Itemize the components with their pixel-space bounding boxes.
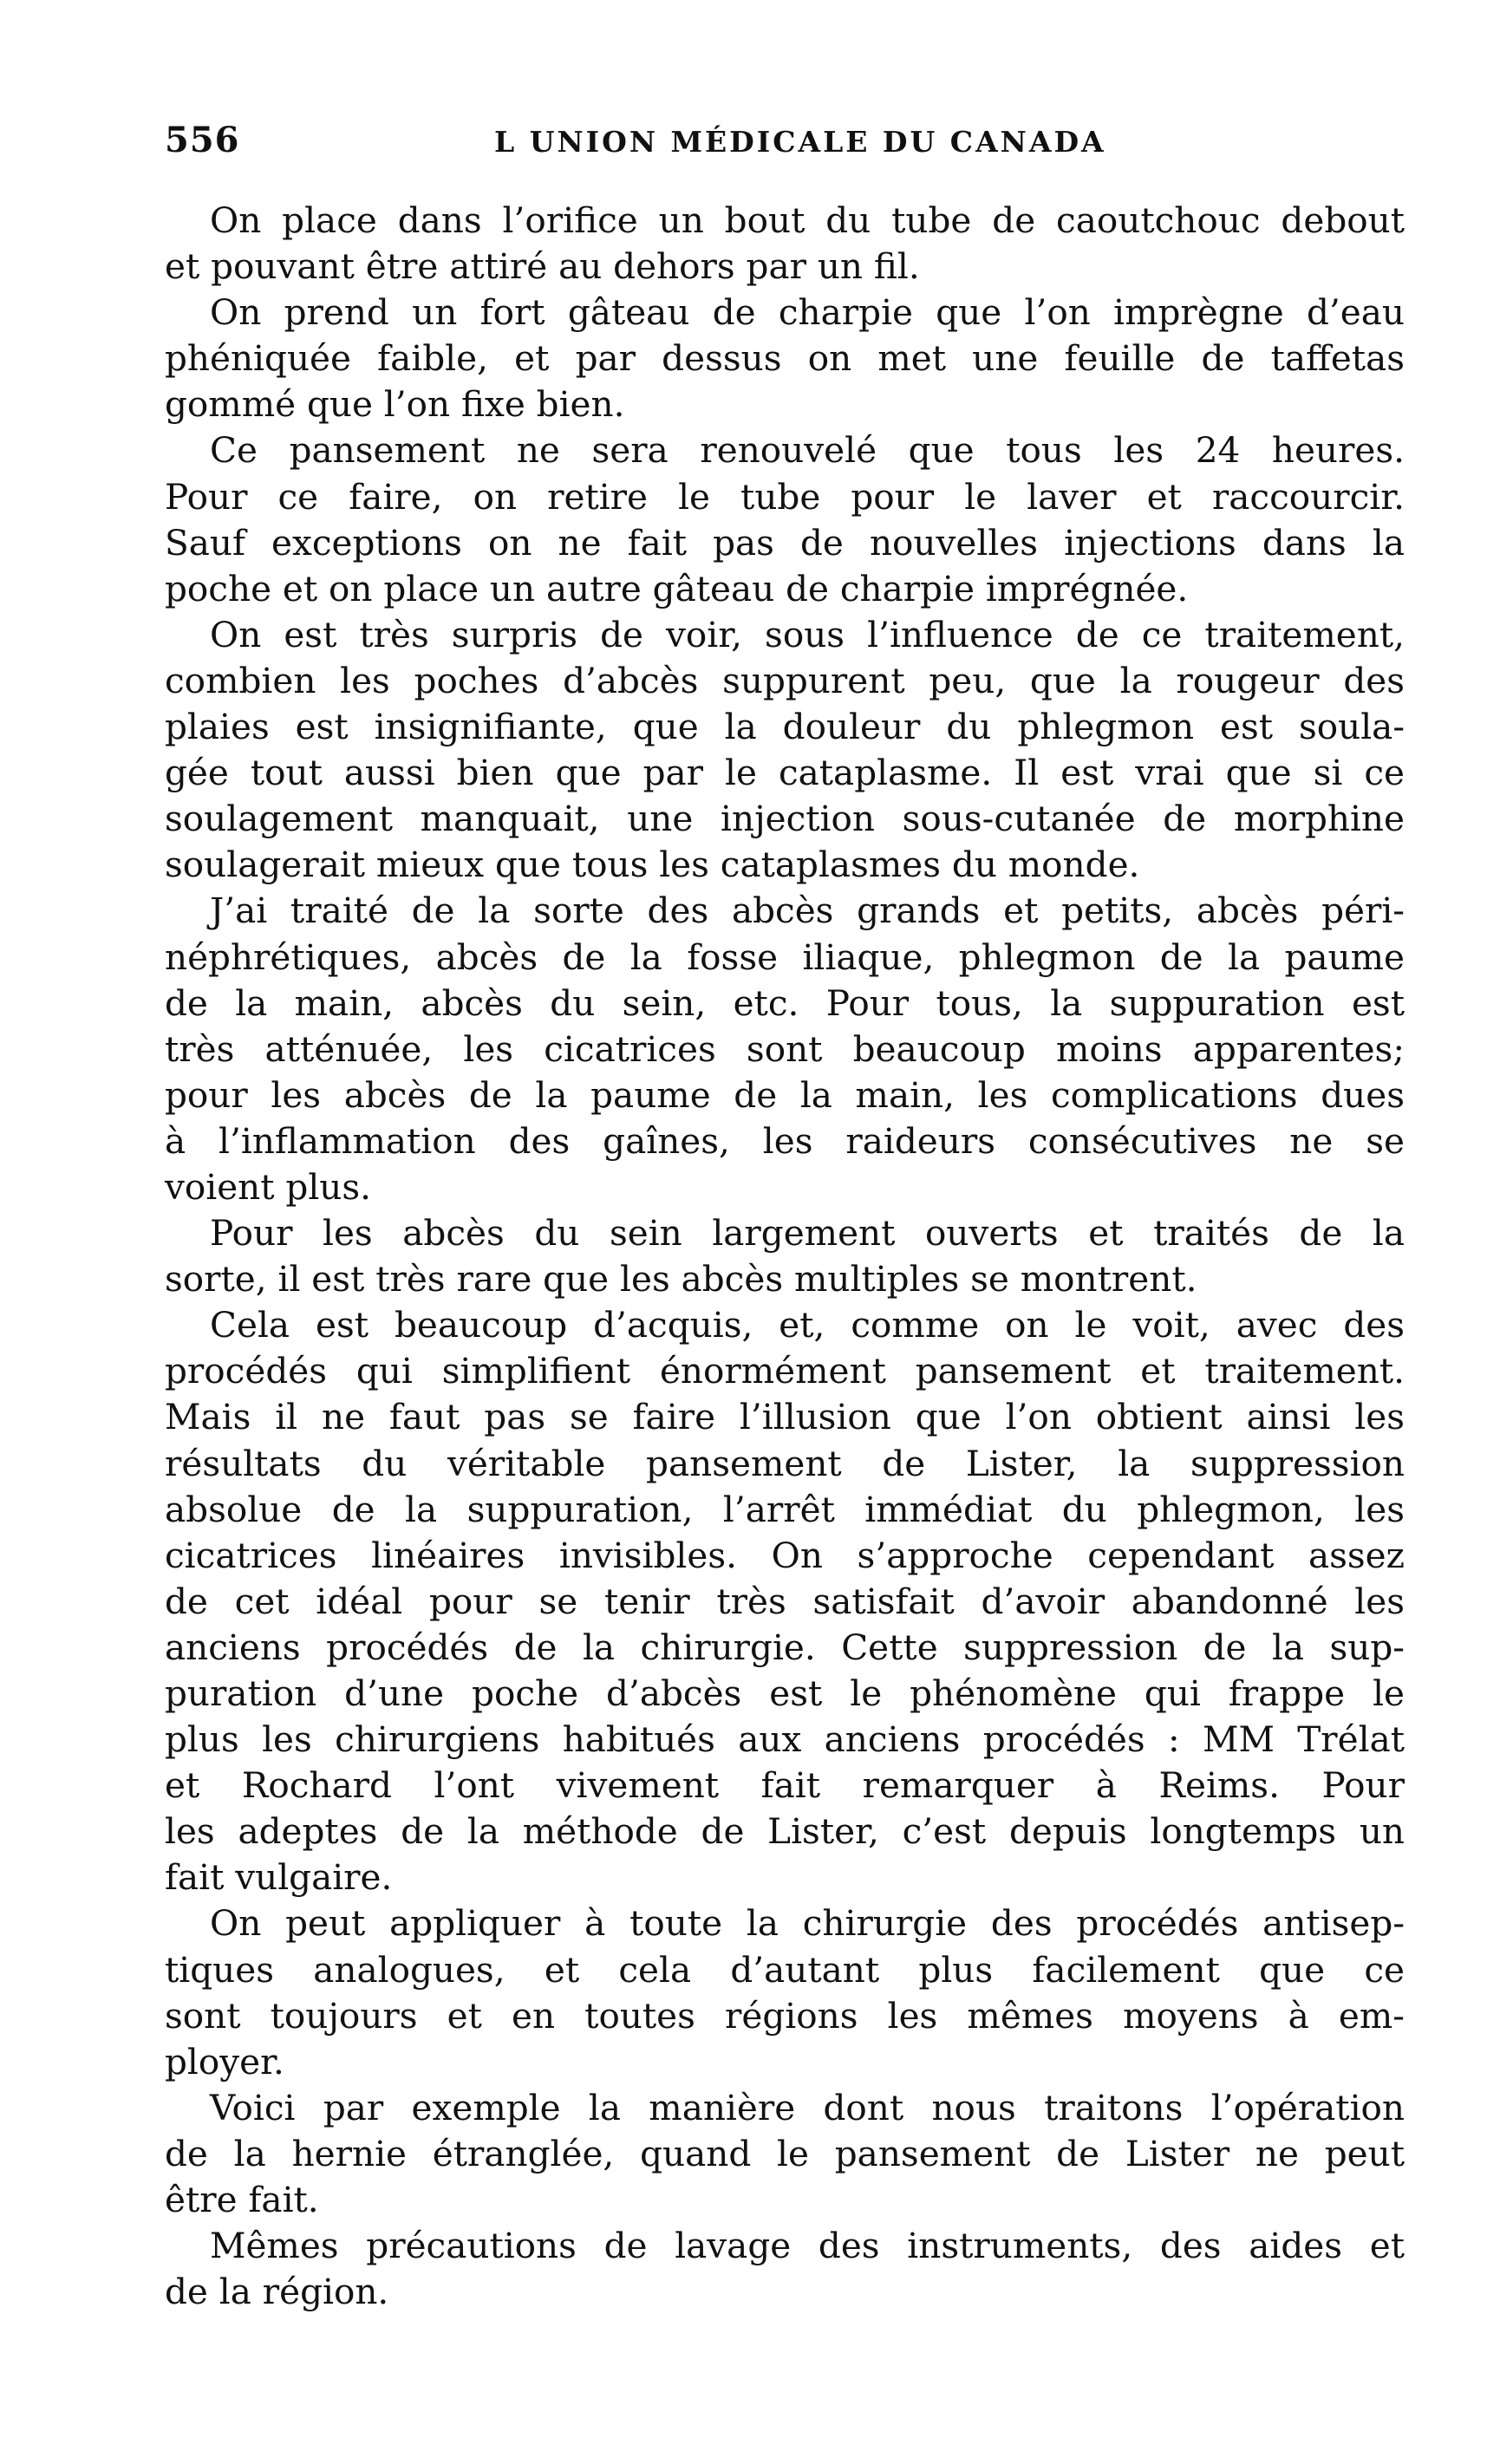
text-line: anciens procédés de la chirurgie. Cette suppression de la sup- xyxy=(165,1626,1405,1668)
text-line: à l’inflammation des gaînes, les raideurs consécutives ne se xyxy=(165,1119,1405,1162)
paragraph xyxy=(165,198,1405,290)
text-line: ployer. xyxy=(165,2040,284,2083)
text-line: de la hernie étranglée, quand le pansement de Lister ne peut xyxy=(165,2132,1405,2174)
text-line: combien les poches d’abcès suppurent peu, que la rougeur des xyxy=(165,659,1405,701)
body-text xyxy=(165,198,1405,2315)
text-line: Pour les abcès du sein largement ouverts et traités de la xyxy=(210,1212,1405,1255)
text-line: les adeptes de la méthode de Lister, c’est depuis longtemps un xyxy=(165,1810,1405,1853)
text-line: néphrétiques, abcès de la fosse iliaque, phlegmon de la paume xyxy=(165,935,1405,978)
running-header xyxy=(165,120,1405,163)
paragraph xyxy=(165,888,1405,1210)
paragraph xyxy=(165,290,1405,427)
journal-title: L UNION MÉDICALE DU CANADA xyxy=(494,125,1106,159)
text-line: Pour ce faire, on retire le tube pour le laver et raccourcir. xyxy=(165,475,1405,518)
text-line: phéniquée faible, et par dessus on met une feuille de taffetas xyxy=(165,337,1405,380)
text-line: poche et on place un autre gâteau de charpie imprégnée. xyxy=(165,567,1189,609)
text-line: Cela est beaucoup d’acquis, et, comme on le voit, avec des xyxy=(210,1304,1405,1346)
text-line: soulagement manquait, une injection sous-cutanée de morphine xyxy=(165,798,1405,840)
text-line: et pouvant être attiré au dehors par un fil. xyxy=(165,245,920,288)
paragraph xyxy=(165,1210,1405,1302)
text-line: Ce pansement ne sera renouvelé que tous les 24 heures. xyxy=(210,429,1405,472)
text-line: gée tout aussi bien que par le cataplasme. Il est vrai que si ce xyxy=(165,752,1405,794)
paragraph xyxy=(165,1900,1405,2084)
text-line: puration d’une poche d’abcès est le phénomène qui frappe le xyxy=(165,1672,1405,1714)
text-line: soulagerait mieux que tous les cataplasmes du monde. xyxy=(165,844,1140,886)
text-line: Mais il ne faut pas se faire l’illusion que l’on obtient ainsi les xyxy=(165,1396,1405,1438)
text-line: cicatrices linéaires invisibles. On s’approche cependant assez xyxy=(165,1534,1405,1576)
text-line: Mêmes précautions de lavage des instruments, des aides et xyxy=(210,2225,1405,2267)
text-line: plus les chirurgiens habitués aux anciens procédés : MM Trélat xyxy=(165,1718,1405,1761)
page-number: 556 xyxy=(165,120,240,160)
text-line: On peut appliquer à toute la chirurgie des procédés antisep- xyxy=(210,1902,1405,1945)
text-line: gommé que l’on fixe bien. xyxy=(165,383,625,426)
text-line: absolue de la suppuration, l’arrêt immédiat du phlegmon, les xyxy=(165,1488,1405,1530)
text-line: voient plus. xyxy=(165,1165,372,1208)
paragraph xyxy=(165,427,1405,611)
text-line: Sauf exceptions on ne fait pas de nouvelles injections dans la xyxy=(165,521,1405,564)
paragraph xyxy=(165,612,1405,889)
paragraph xyxy=(165,2223,1405,2315)
text-line: On prend un fort gâteau de charpie que l’on imprègne d’eau xyxy=(210,291,1405,334)
text-line: sont toujours et en toutes régions les mêmes moyens à em- xyxy=(165,1994,1405,2037)
text-line: être fait. xyxy=(165,2179,319,2221)
text-line: de la région. xyxy=(165,2271,389,2313)
text-line: procédés qui simplifient énormément pansement et traitement. xyxy=(165,1350,1405,1392)
text-line: fait vulgaire. xyxy=(165,1856,393,1899)
text-line: J’ai traité de la sorte des abcès grands et petits, abcès péri- xyxy=(210,890,1405,932)
paragraph xyxy=(165,1302,1405,1900)
text-line: plaies est insignifiante, que la douleur du phlegmon est soula- xyxy=(165,706,1405,748)
text-line: de cet idéal pour se tenir très satisfait d’avoir abandonné les xyxy=(165,1580,1405,1622)
text-line: On place dans l’orifice un bout du tube de caoutchouc debout xyxy=(210,199,1405,241)
paragraph xyxy=(165,2085,1405,2223)
text-line: sorte, il est très rare que les abcès multiples se montrent. xyxy=(165,1258,1197,1300)
text-line: pour les abcès de la paume de la main, les complications dues xyxy=(165,1073,1405,1116)
text-line: Voici par exemple la manière dont nous traitons l’opération xyxy=(210,2086,1405,2128)
text-line: et Rochard l’ont vivement fait remarquer à Reims. Pour xyxy=(165,1764,1405,1807)
text-line: résultats du véritable pansement de Lister, la suppression xyxy=(165,1442,1405,1484)
text-line: tiques analogues, et cela d’autant plus facilement que ce xyxy=(165,1948,1405,1991)
text-line: très atténuée, les cicatrices sont beaucoup moins apparentes; xyxy=(165,1027,1405,1070)
text-line: de la main, abcès du sein, etc. Pour tous, la suppuration est xyxy=(165,981,1405,1024)
text-line: On est très surpris de voir, sous l’influence de ce traitement, xyxy=(210,613,1405,655)
